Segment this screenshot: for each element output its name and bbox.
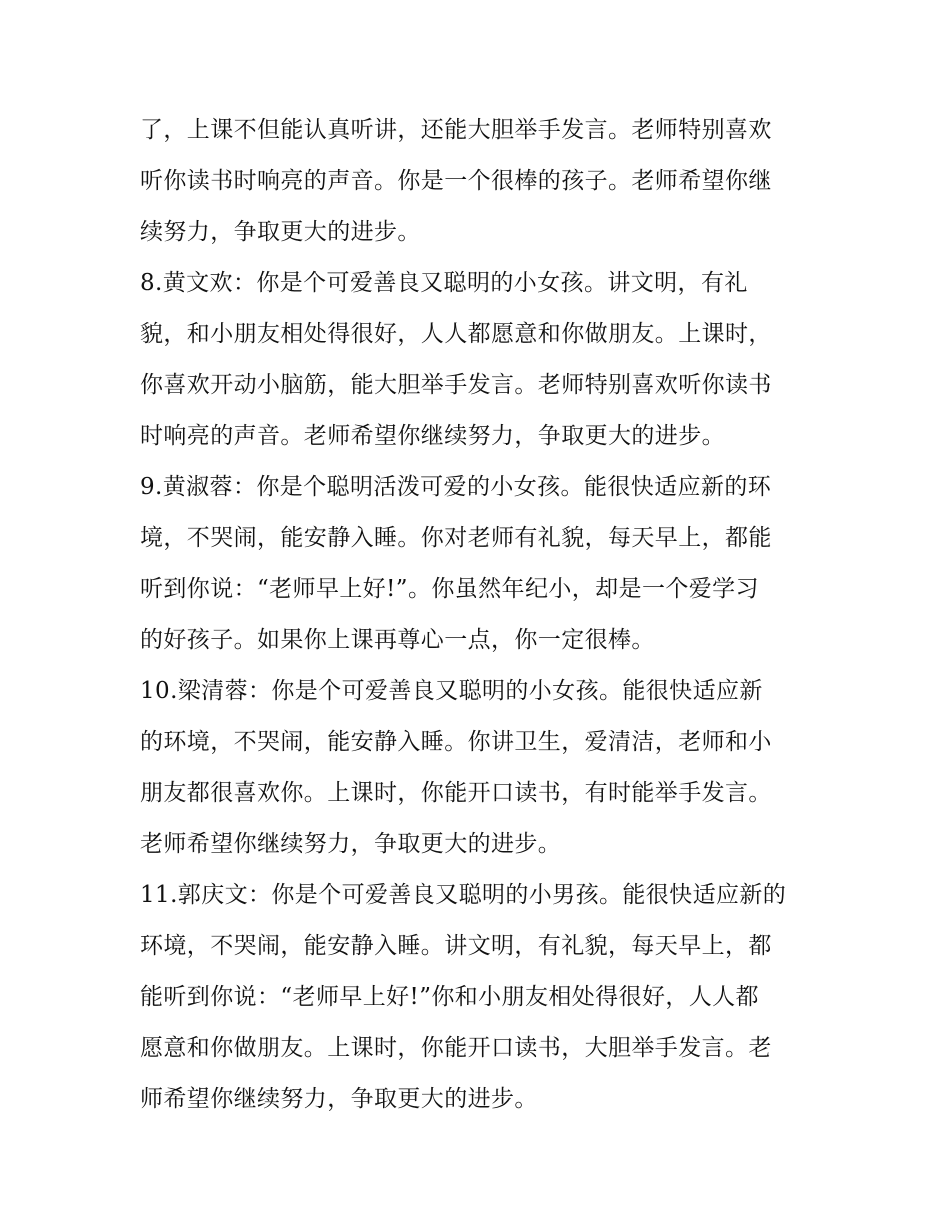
text-line: 11.郭庆文：你是个可爱善良又聪明的小男孩。能很快适应新的 (140, 882, 787, 908)
text-line: 师希望你继续努力，争取更大的进步。 (140, 1086, 538, 1112)
text-line: 环境，不哭闹，能安静入睡。讲文明，有礼貌，每天早上，都 (140, 933, 772, 959)
text-line: 时响亮的声音。老师希望你继续努力，争取更大的进步。 (140, 423, 725, 449)
text-line: 朋友都很喜欢你。上课时，你能开口读书，有时能举手发言。 (140, 780, 772, 806)
text-line: 的环境，不哭闹，能安静入睡。你讲卫生，爱清洁，老师和小 (140, 729, 772, 755)
text-line: 听你读书时响亮的声音。你是一个很棒的孩子。老师希望你继 (140, 168, 772, 194)
text-line: 你喜欢开动小脑筋，能大胆举手发言。老师特别喜欢听你读书 (140, 372, 772, 398)
text-line: 8.黄文欢：你是个可爱善良又聪明的小女孩。讲文明，有礼 (140, 270, 748, 296)
text-line: 的好孩子。如果你上课再尊心一点，你一定很棒。 (140, 627, 655, 653)
text-line: 10.梁清蓉：你是个可爱善良又聪明的小女孩。能很快适应新 (140, 678, 763, 704)
text-line: 貌，和小朋友相处得很好，人人都愿意和你做朋友。上课时， (140, 321, 772, 347)
text-line: 愿意和你做朋友。上课时，你能开口读书，大胆举手发言。老 (140, 1035, 772, 1061)
text-line: 续努力，争取更大的进步。 (140, 219, 421, 245)
text-line: 听到你说：“老师早上好!”。你虽然年纪小，却是一个爱学习 (140, 576, 759, 602)
text-line: 境，不哭闹，能安静入睡。你对老师有礼貌，每天早上，都能 (140, 525, 772, 551)
text-line: 9.黄淑蓉：你是个聪明活泼可爱的小女孩。能很快适应新的环 (140, 474, 772, 500)
text-line: 了，上课不但能认真听讲，还能大胆举手发言。老师特别喜欢 (140, 117, 772, 143)
text-line: 能听到你说：“老师早上好!”你和小朋友相处得很好，人人都 (140, 984, 759, 1010)
text-line: 老师希望你继续努力，争取更大的进步。 (140, 831, 562, 857)
